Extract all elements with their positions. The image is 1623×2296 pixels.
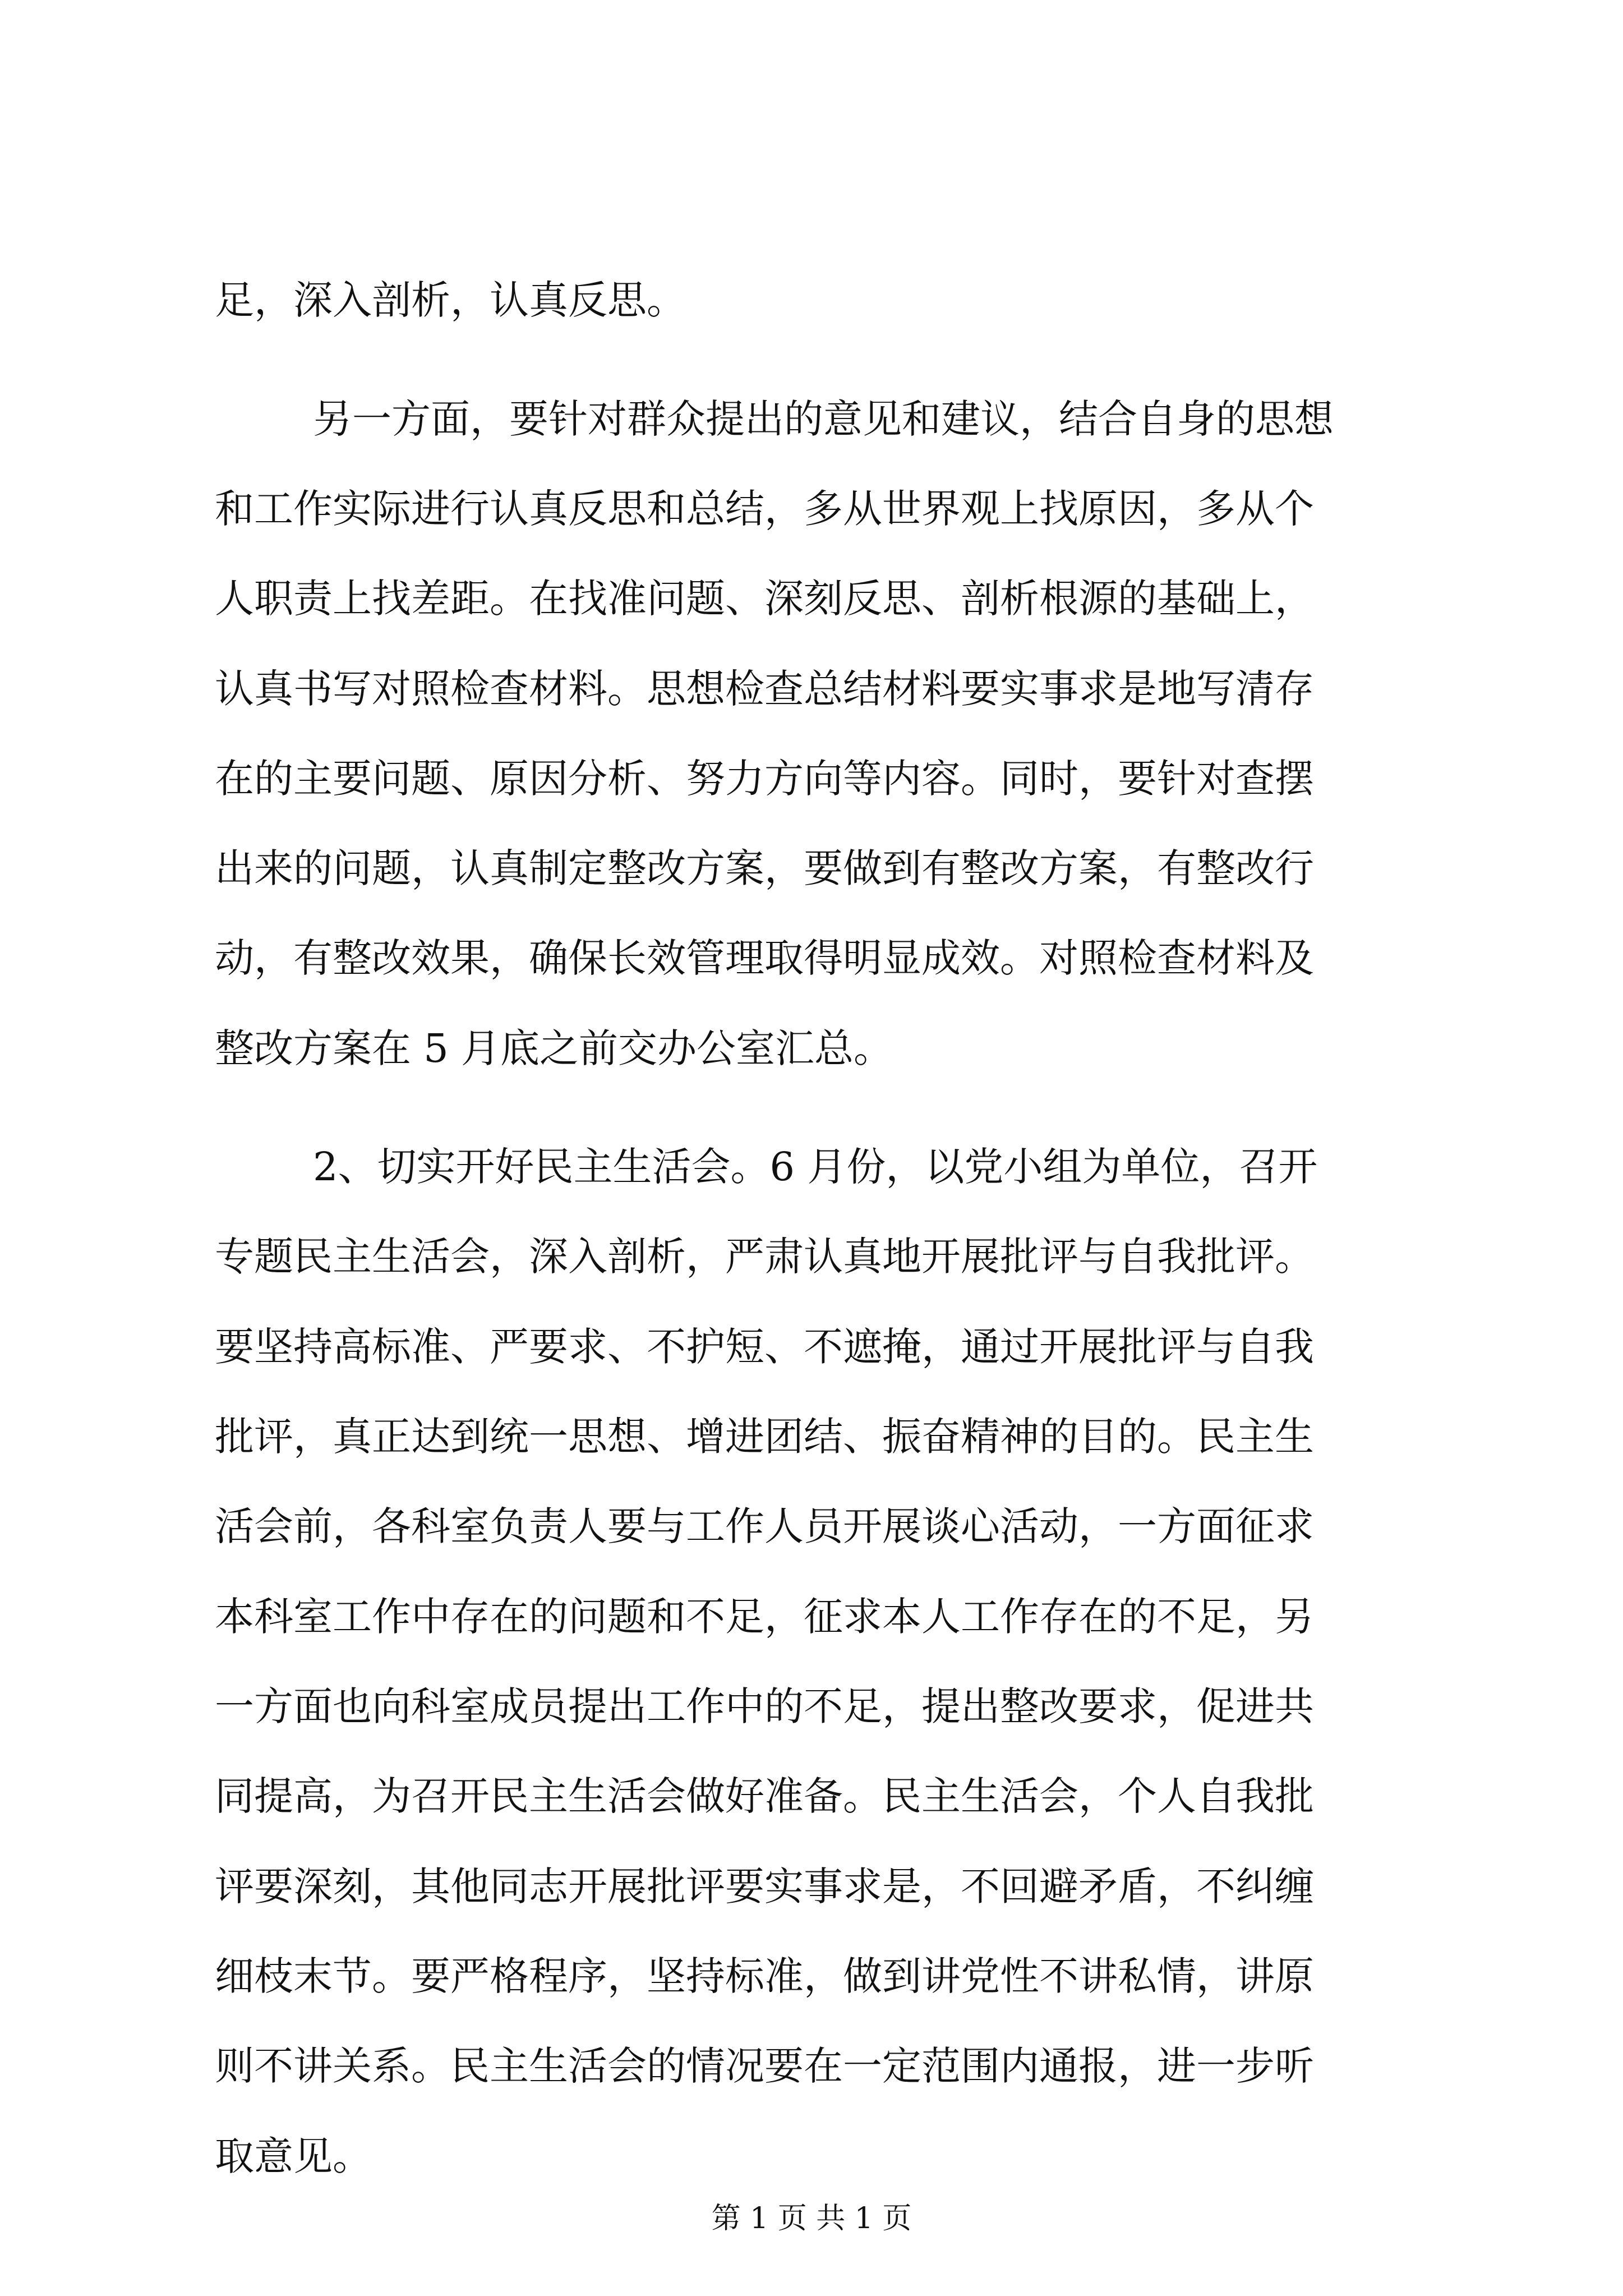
text-line [0, 554, 1623, 643]
text-line [0, 913, 1623, 1003]
line-text: 专题民主生活会，深入剖析，严肃认真地开展批评与自我批评。 [215, 1234, 1314, 1280]
line-text: 一方面也向科室成员提出工作中的不足，提出整改要求，促进共 [215, 1683, 1314, 1729]
line-text: 评要深刻，其他同志开展批评要实事求是，不回避矛盾，不纠缠 [215, 1864, 1314, 1910]
line-text: 取意见。 [215, 2133, 372, 2179]
line-text: 人职责上找差距。在找准问题、深刻反思、剖析根源的基础上， [215, 576, 1314, 622]
line-text: 整改方案在 5 月底之前交办公室汇总。 [215, 1025, 893, 1071]
text-line [0, 2021, 1623, 2111]
text-line [0, 1302, 1623, 1392]
line-text: 同提高，为召开民主生活会做好准备。民主生活会，个人自我批 [215, 1773, 1314, 1819]
text-line [0, 374, 1623, 464]
line-text: 另一方面，要针对群众提出的意见和建议，结合自身的思想 [313, 396, 1334, 442]
line-text: 批评，真正达到统一思想、增进团结、振奋精神的目的。民主生 [215, 1414, 1314, 1460]
text-line [0, 2111, 1623, 2201]
line-text: 要坚持高标准、严要求、不护短、不遮掩，通过开展批评与自我 [215, 1324, 1314, 1370]
line-text: 则不讲关系。民主生活会的情况要在一定范围内通报，进一步听 [215, 2043, 1314, 2089]
text-line [0, 1751, 1623, 1841]
line-text: 在的主要问题、原因分析、努力方向等内容。同时，要针对查摆 [215, 756, 1314, 802]
text-line [0, 1931, 1623, 2021]
line-text: 认真书写对照检查材料。思想检查总结材料要实事求是地写清存 [215, 666, 1314, 712]
text-line [0, 1122, 1623, 1212]
page-number-footer: 第 1 页 共 1 页 [711, 2202, 912, 2235]
text-line [0, 734, 1623, 823]
text-line [0, 1004, 1623, 1093]
line-text: 出来的问题，认真制定整改方案，要做到有整改方案，有整改行 [215, 845, 1314, 891]
line-text: 和工作实际进行认真反思和总结，多从世界观上找原因，多从个 [215, 486, 1314, 532]
line-text: 活会前，各科室负责人要与工作人员开展谈心活动，一方面征求 [215, 1503, 1314, 1549]
text-line [0, 1212, 1623, 1301]
text-line [0, 1481, 1623, 1571]
text-line [0, 1572, 1623, 1662]
text-line [0, 1842, 1623, 1931]
text-line [0, 1392, 1623, 1481]
line-text: 动，有整改效果，确保长效管理取得明显成效。对照检查材料及 [215, 935, 1314, 981]
text-line [0, 1662, 1623, 1751]
line-text: 本科室工作中存在的问题和不足，征求本人工作存在的不足，另 [215, 1594, 1314, 1640]
line-text: 足，深入剖析，认真反思。 [215, 277, 686, 323]
text-line [0, 255, 1623, 345]
text-line [0, 464, 1623, 554]
line-text: 2、切实开好民主生活会。6 月份，以党小组为单位，召开 [313, 1144, 1318, 1190]
text-line [0, 823, 1623, 913]
text-line [0, 644, 1623, 734]
line-text: 细枝末节。要严格程序，坚持标准，做到讲党性不讲私情，讲原 [215, 1953, 1314, 1999]
